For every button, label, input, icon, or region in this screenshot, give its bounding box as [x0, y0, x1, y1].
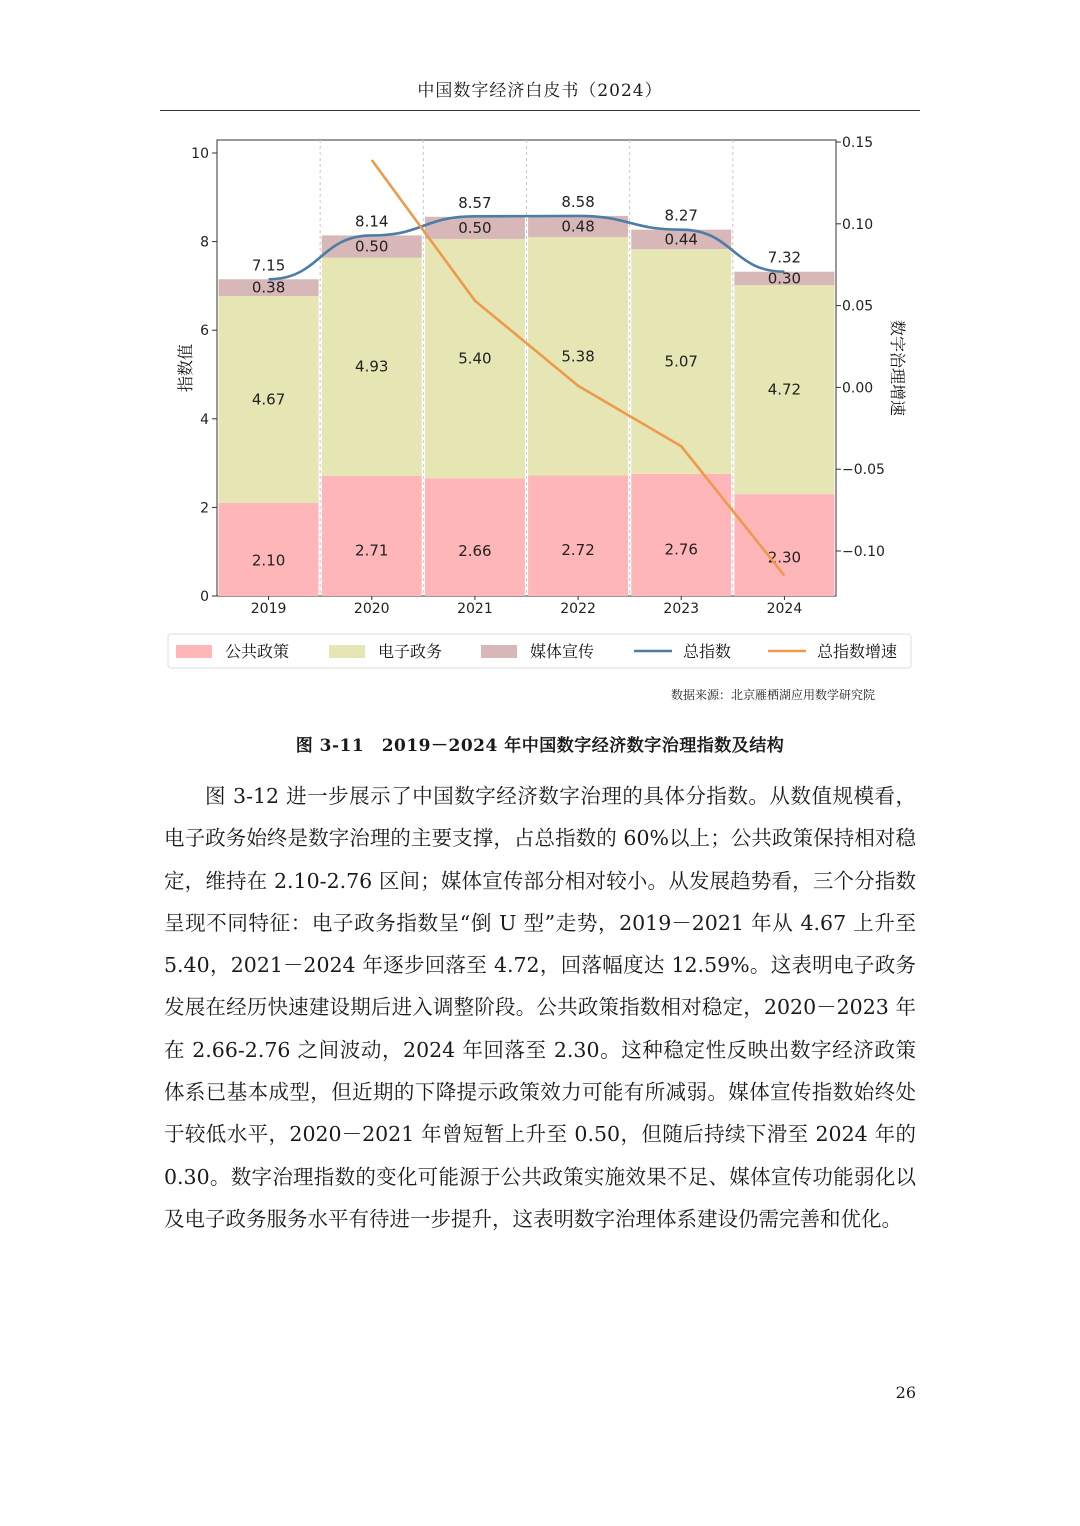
header-rule — [160, 110, 920, 111]
x-tick-label: 2023 — [663, 601, 700, 617]
paragraph-text: 图 3-12 进一步展示了中国数字经济数字治理的具体分指数。从数值规模看，电子政务始终是数字治理的主要支撑，占总指数的 60%以上；公共政策保持相对稳定，维持在 2.10-2.76 区间；媒体宣传部分相对较小。从发展趋势看，三个分指数呈现不同特征：电子政务指数呈“倒 U 型”走势，2019－2021 年从 4.67 上升至 5.40，2021－2024 年逐步回落至 4.72，回落幅度达 12.59%。这表明电子政务发展在经历快速建设期后进入调整阶段。公共政策指数相对稳定，2020－2023 年在 2.66-2.76 之间波动，2024 年回落至 2.30。这种稳定性反映出数字经济政策体系已基本成型，但近期的下降提示政策效力可能有所减弱。媒体宣传指数始终处于较低水平，2020－2021 年曾短暂上升至 0.50，但随后持续下滑至 2024 年的 0.30。数字治理指数的变化可能源于公共政策实施效果不足、媒体宣传功能弱化以及电子政务服务水平有待进一步提升，这表明数字治理体系建设仍需完善和优化。 — [164, 784, 916, 1231]
legend-swatch — [329, 645, 365, 658]
y-tick-label: 6 — [200, 323, 209, 340]
x-tick-label: 2024 — [766, 601, 803, 617]
total-value-label: 8.27 — [664, 206, 698, 225]
total-value-label: 7.15 — [251, 256, 286, 275]
y2-axis-title: 数字治理增速 — [888, 319, 907, 417]
bar-value-label: 0.30 — [767, 269, 802, 288]
stacked-bar-line-chart — [0, 115, 1080, 675]
bar-segment — [425, 478, 525, 596]
legend-label: 总指数增速 — [817, 642, 898, 661]
total-value-label: 8.58 — [561, 192, 595, 211]
page-number: 26 — [895, 1383, 916, 1402]
legend-label: 公共政策 — [225, 642, 290, 661]
bar-segment — [219, 503, 319, 596]
bar-value-label: 0.44 — [664, 230, 698, 249]
bar-value-label: 2.71 — [355, 541, 389, 560]
bar-value-label: 4.72 — [767, 380, 802, 399]
y2-tick-label: 0.10 — [842, 216, 874, 233]
bar-segment — [322, 476, 422, 596]
y2-tick-label: 0.05 — [842, 298, 874, 315]
y-tick-label: 2 — [200, 500, 209, 517]
x-tick-label: 2020 — [353, 601, 390, 617]
bar-value-label: 5.07 — [664, 352, 698, 371]
bar-value-label: 4.93 — [355, 357, 389, 376]
bar-value-label: 2.30 — [767, 548, 802, 567]
data-source-note: 数据来源：北京雁栖湖应用数学研究院 — [670, 688, 875, 702]
bar-value-label: 0.38 — [251, 278, 286, 297]
bar-segment — [528, 476, 628, 596]
running-header: 中国数字经济白皮书（2024） — [417, 81, 663, 101]
x-tick-label: 2021 — [457, 601, 493, 617]
x-tick-label: 2019 — [250, 601, 287, 617]
bar-segment — [734, 494, 834, 596]
y2-tick-label: −0.05 — [842, 462, 885, 479]
bar-value-label: 2.66 — [458, 542, 492, 561]
y-tick-label: 8 — [200, 234, 209, 251]
bar-value-label: 5.40 — [458, 349, 492, 368]
bar-value-label: 4.67 — [251, 390, 286, 409]
bar-value-label: 0.50 — [355, 237, 389, 256]
bar-value-label: 2.72 — [561, 541, 595, 560]
total-value-label: 7.32 — [767, 248, 802, 267]
body-paragraph — [164, 775, 916, 1240]
bar-value-label: 0.50 — [458, 218, 492, 237]
y-tick-label: 0 — [200, 589, 209, 605]
x-tick-label: 2022 — [560, 601, 596, 617]
legend-label: 电子政务 — [378, 642, 443, 661]
bar-value-label: 5.38 — [561, 347, 595, 366]
legend-label: 总指数 — [683, 642, 732, 661]
y-tick-label: 10 — [191, 146, 209, 162]
y-tick-label: 4 — [200, 411, 209, 428]
total-value-label: 8.14 — [355, 212, 389, 231]
y2-tick-label: −0.10 — [842, 544, 885, 560]
y2-tick-label: 0.15 — [842, 135, 874, 151]
legend-label: 媒体宣传 — [530, 642, 595, 661]
total-value-label: 8.57 — [458, 193, 492, 212]
bar-value-label: 0.48 — [561, 217, 595, 236]
bar-value-label: 2.10 — [251, 551, 286, 570]
figure-caption: 图 3-11 2019－2024 年中国数字经济数字治理指数及结构 — [295, 736, 785, 756]
y2-tick-label: 0.00 — [842, 380, 874, 397]
legend-swatch — [481, 645, 517, 658]
y-axis-title: 指数值 — [176, 343, 195, 393]
legend-swatch — [176, 645, 212, 658]
bar-value-label: 2.76 — [664, 540, 698, 559]
